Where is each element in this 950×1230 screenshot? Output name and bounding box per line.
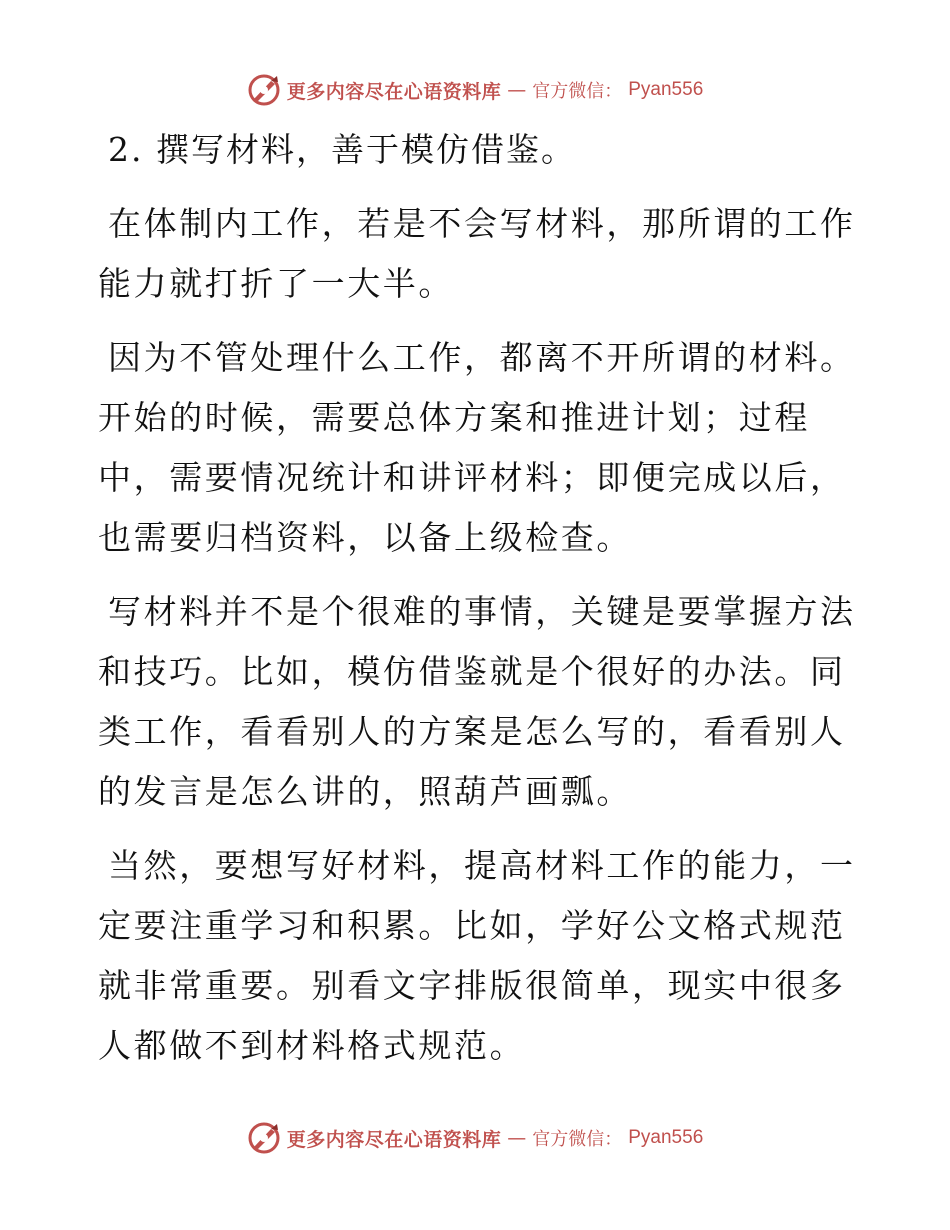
banner-wechat-id: Pyan556	[628, 79, 704, 100]
feather-pen-logo-icon	[247, 73, 281, 107]
paragraph-3: 写材料并不是个很难的事情，关键是要掌握方法和技巧。比如，模仿借鉴就是个很好的办法。同类工作，看看别人的方案是怎么写的，看看别人的发言是怎么讲的，照葫芦画瓢。	[98, 592, 856, 811]
banner-main-text: 更多内容尽在心语资料库	[286, 80, 502, 103]
banner-wechat-label: 官方微信：	[532, 81, 623, 102]
feather-pen-logo-icon	[247, 1121, 281, 1155]
paragraph-1: 在体制内工作，若是不会写材料，那所谓的工作能力就打折了一大半。	[98, 204, 856, 303]
header-banner	[0, 70, 950, 110]
banner-main-text: 更多内容尽在心语资料库	[286, 1128, 502, 1151]
banner-dash: —	[507, 1127, 527, 1149]
footer-banner	[0, 1118, 950, 1158]
banner-dash: —	[507, 79, 527, 101]
paragraph-2: 因为不管处理什么工作，都离不开所谓的材料。开始的时候，需要总体方案和推进计划；过程中，需要情况统计和讲评材料；即便完成以后，也需要归档资料，以备上级检查。	[98, 338, 856, 557]
paragraph-4: 当然，要想写好材料，提高材料工作的能力，一定要注重学习和积累。比如，学好公文格式规范就非常重要。别看文字排版很简单，现实中很多人都做不到材料格式规范。	[98, 846, 856, 1065]
document-body	[98, 120, 858, 1076]
banner-wechat-label: 官方微信：	[532, 1129, 623, 1150]
banner-wechat-id: Pyan556	[628, 1127, 704, 1148]
section-heading: 2. 撰写材料，善于模仿借鉴。	[108, 130, 576, 169]
